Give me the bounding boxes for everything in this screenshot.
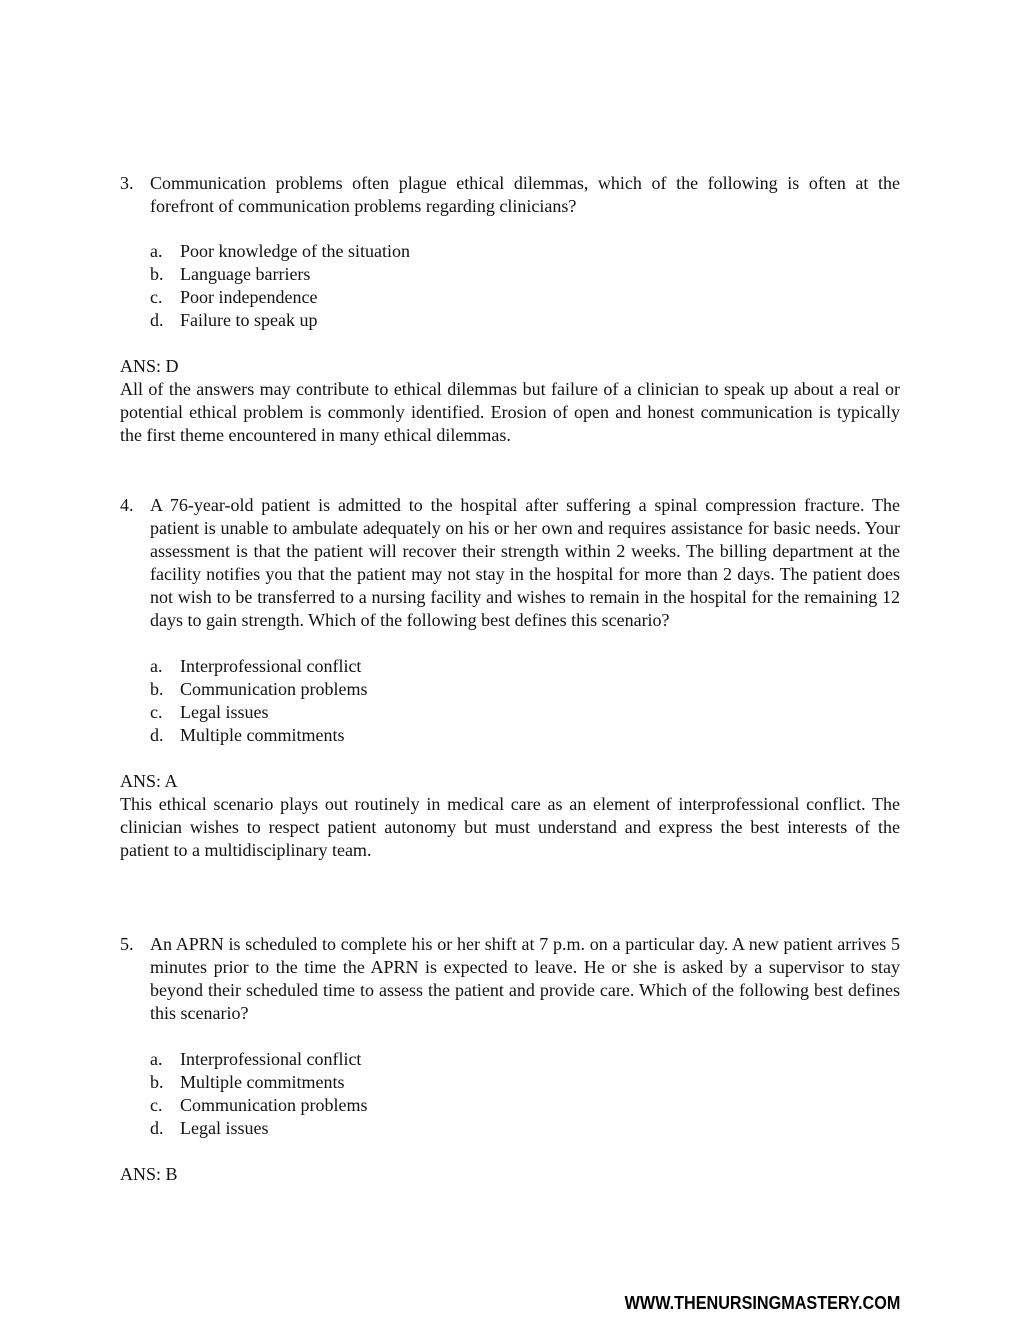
option-letter: d. [150, 310, 164, 330]
option-c [150, 1094, 900, 1117]
option-letter: a. [150, 1049, 163, 1069]
footer-website: WWW.THENURSINGMASTERY.COM [624, 1293, 900, 1313]
option-letter: d. [150, 725, 164, 745]
option-letter: c. [150, 702, 163, 722]
option-c [150, 286, 900, 309]
question-number: 4. [120, 495, 134, 515]
option-text: Language barriers [180, 264, 311, 284]
question-text: Communication problems often plague ethical dilemmas, which of the following is often at the forefront of communication problems regarding clinicians? [150, 173, 900, 216]
question-number: 3. [120, 173, 134, 193]
option-b [150, 263, 900, 286]
question-text: An APRN is scheduled to complete his or her shift at 7 p.m. on a particular day. A new patient arrives 5 minutes prior to the time the APRN is expected to leave. He or she is asked by a supervisor to stay beyond their scheduled time to assess the patient and provide care. Which of the following best defines this scenario? [150, 934, 900, 1023]
answer-options [120, 1048, 900, 1140]
option-text: Failure to speak up [180, 310, 318, 330]
answer-options [120, 655, 900, 747]
answer-key: ANS: D [120, 356, 179, 376]
option-c [150, 701, 900, 724]
option-letter: b. [150, 264, 164, 284]
option-text: Communication problems [180, 1095, 368, 1115]
option-text: Interprofessional conflict [180, 1049, 362, 1069]
answer-key: ANS: B [120, 1164, 178, 1184]
option-a [150, 1048, 900, 1071]
option-letter: c. [150, 287, 163, 307]
question-text: A 76-year-old patient is admitted to the hospital after suffering a spinal compression fracture. The patient is unable to ambulate adequately on his or her own and requires assistance for basic needs. Your assessment is that the patient will recover their strength within 2 weeks. The billing department at the facility notifies you that the patient may not stay in the hospital for more than 2 days. The patient does not wish to be transferred to a nursing facility and wishes to remain in the hospital for the remaining 12 days to gain strength. Which of the following best defines this scenario? [150, 495, 900, 630]
option-d [150, 724, 900, 747]
option-a [150, 240, 900, 263]
option-letter: a. [150, 241, 163, 261]
question-3 [120, 172, 900, 447]
answer-options [120, 240, 900, 332]
option-letter: a. [150, 656, 163, 676]
option-text: Interprofessional conflict [180, 656, 362, 676]
option-letter: b. [150, 1072, 164, 1092]
question-stem [120, 172, 900, 218]
question-stem [120, 933, 900, 1025]
answer-explanation: This ethical scenario plays out routinely in medical care as an element of interprofessional conflict. The clinician wishes to respect patient autonomy but must understand and express the best interests of the patient to a multidisciplinary team. [120, 794, 900, 860]
option-letter: d. [150, 1118, 164, 1138]
option-b [150, 1071, 900, 1094]
option-letter: b. [150, 679, 164, 699]
option-b [150, 678, 900, 701]
question-5 [120, 933, 900, 1186]
option-text: Legal issues [180, 702, 269, 722]
option-text: Poor knowledge of the situation [180, 241, 410, 261]
option-letter: c. [150, 1095, 163, 1115]
answer-key: ANS: A [120, 771, 178, 791]
option-d [150, 309, 900, 332]
question-stem [120, 494, 900, 632]
answer-explanation: All of the answers may contribute to ethical dilemmas but failure of a clinician to speak up about a real or potential ethical problem is commonly identified. Erosion of open and honest communication is typically the first theme encountered in many ethical dilemmas. [120, 379, 900, 445]
option-text: Multiple commitments [180, 1072, 345, 1092]
option-text: Multiple commitments [180, 725, 345, 745]
question-4 [120, 494, 900, 862]
option-text: Legal issues [180, 1118, 269, 1138]
option-text: Communication problems [180, 679, 368, 699]
option-a [150, 655, 900, 678]
question-number: 5. [120, 934, 134, 954]
option-text: Poor independence [180, 287, 318, 307]
option-d [150, 1117, 900, 1140]
